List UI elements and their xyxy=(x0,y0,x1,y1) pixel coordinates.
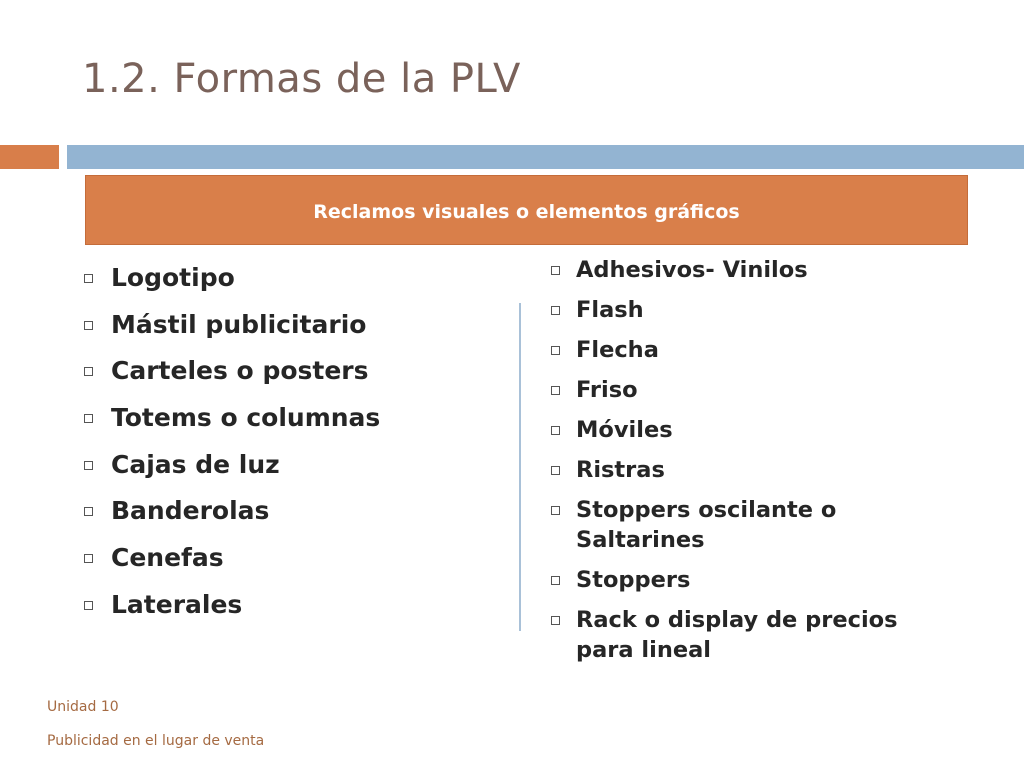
list-item-text: Logotipo xyxy=(111,263,235,292)
square-bullet-icon xyxy=(551,266,560,275)
list-item xyxy=(548,605,956,665)
list-item-text: Stoppers xyxy=(576,567,691,593)
square-bullet-icon xyxy=(551,346,560,355)
square-bullet-icon xyxy=(84,461,93,470)
list-item xyxy=(80,587,380,634)
list-item-text: Flecha xyxy=(576,337,659,363)
list-item-text: Rack o display de precios para lineal xyxy=(576,607,898,663)
section-banner xyxy=(85,175,968,245)
square-bullet-icon xyxy=(84,414,93,423)
list-item xyxy=(548,255,956,285)
list-item xyxy=(548,295,956,325)
list-item xyxy=(80,307,380,354)
footer-unit: Unidad 10 xyxy=(47,699,119,715)
banner-text: Reclamos visuales o elementos gráficos xyxy=(313,200,740,223)
square-bullet-icon xyxy=(84,507,93,516)
list-item xyxy=(548,455,956,485)
square-bullet-icon xyxy=(551,386,560,395)
list-item xyxy=(80,353,380,400)
list-item-text: Carteles o posters xyxy=(111,356,369,386)
list-item-text: Laterales xyxy=(111,589,243,619)
list-item-text: Totems o columnas xyxy=(111,403,381,433)
list-item xyxy=(548,565,956,595)
list-item xyxy=(548,415,956,445)
list-item-text: Ristras xyxy=(576,457,665,483)
list-item-text: Friso xyxy=(576,377,638,403)
list-item xyxy=(80,400,380,447)
square-bullet-icon xyxy=(551,466,560,475)
decorative-orange-bar xyxy=(0,145,59,169)
left-bullet-list xyxy=(80,260,380,634)
list-item-text: Móviles xyxy=(576,417,673,443)
column-divider xyxy=(519,303,521,631)
square-bullet-icon xyxy=(551,616,560,625)
list-item xyxy=(80,493,380,540)
list-item-text: Mástil publicitario xyxy=(111,309,367,339)
list-item xyxy=(548,375,956,405)
square-bullet-icon xyxy=(551,506,560,515)
list-item-text: Banderolas xyxy=(111,496,270,526)
square-bullet-icon xyxy=(84,367,93,376)
square-bullet-icon xyxy=(551,426,560,435)
decorative-blue-bar xyxy=(67,145,1024,169)
square-bullet-icon xyxy=(84,274,93,283)
list-item xyxy=(548,495,956,555)
list-item-text: Stoppers oscilante o Saltarines xyxy=(576,497,837,553)
list-item-text: Cenefas xyxy=(111,543,224,573)
list-item xyxy=(548,335,956,365)
slide-title: 1.2. Formas de la PLV xyxy=(82,56,521,102)
footer-subject: Publicidad en el lugar de venta xyxy=(47,733,265,749)
right-bullet-list xyxy=(548,255,956,675)
list-item xyxy=(80,260,380,307)
list-item xyxy=(80,447,380,494)
square-bullet-icon xyxy=(84,554,93,563)
square-bullet-icon xyxy=(551,576,560,585)
square-bullet-icon xyxy=(84,321,93,330)
list-item-text: Cajas de luz xyxy=(111,449,280,479)
square-bullet-icon xyxy=(551,306,560,315)
list-item xyxy=(80,540,380,587)
list-item-text: Adhesivos- Vinilos xyxy=(576,257,808,283)
list-item-text: Flash xyxy=(576,297,644,323)
square-bullet-icon xyxy=(84,601,93,610)
